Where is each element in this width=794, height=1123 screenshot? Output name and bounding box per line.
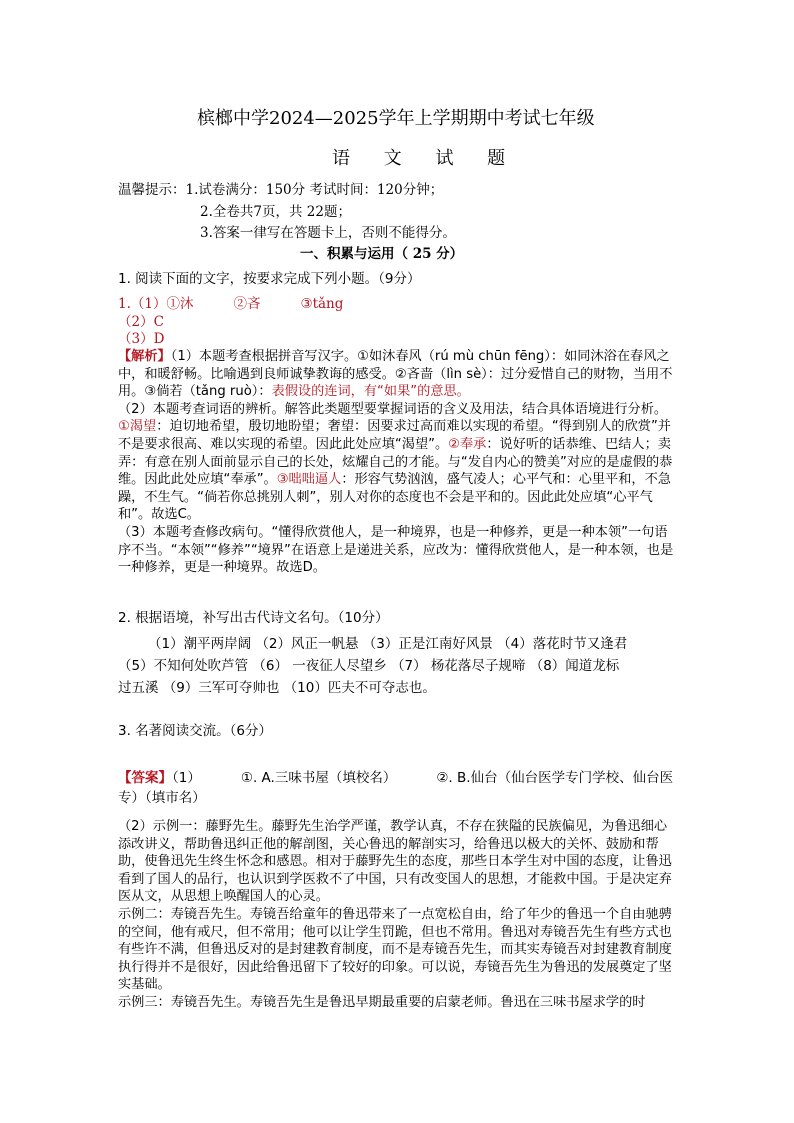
tips-label: 温馨提示： <box>118 182 186 198</box>
q1-ans-3: ③tǎng <box>300 296 344 312</box>
section-heading: 一、积累与运用（ 25 分） <box>300 246 464 262</box>
tips-item-2: 2.全卷共7页，共 22题； <box>200 204 351 220</box>
q1-ans-prefix: 1.（1）①沐 <box>118 296 194 312</box>
tips-item-1: 1.试卷满分：150分 考试时间：120分钟； <box>185 182 444 198</box>
q1-analysis-part3: （3）本题考查修改病句。“懂得欣赏他人，是一种境界，也是一种修养，更是一种本领”一句语序不当。“本领”“修养”“境界”在语意上是递进关系，应改为：懂得欣赏他人，是一种本领，也是一种修养，更是一种境界。故选D。 <box>118 524 674 576</box>
q1-answer-2: （2）C <box>118 314 164 330</box>
q3-answer-1-cont: 专）（填市名） <box>118 790 206 806</box>
tips-item-3: 3.答案一律写在答题卡上，否则不能得分。 <box>200 225 456 241</box>
q1-analysis <box>118 348 678 577</box>
q1-answer-3: （3）D <box>118 331 165 347</box>
q1-analysis-part2: （2）本题考查词语的辨析。解答此类题型要掌握词语的含义及用法，结合具体语境进行分析。①渴望：迫切地希望，殷切地盼望；奢望：因要求过高而难以实现的希望。“得到别人的欣赏”并不是要求很高、难以实现的希望。因此此处应填“渴望”。②奉承：说好听的话恭维、巴结人；卖弄：有意在别人面前显示自己的长处，炫耀自己的才能。与“发自内心的赞美”对应的是虚假的恭维。因此此处应填“奉承”。③咄咄逼人：形容气势汹汹，盛气凌人；心平气和：心里平和，不急躁，不生气。“倘若你总挑别人刺”，别人对你的态度也不会是平和的。因此此处应填“心平气和”。故选C。 <box>118 401 673 523</box>
page-title: 槟榔中学2024—2025学年上学期期中考试七年级 <box>197 108 595 129</box>
q2-answer-line3: 过五溪 （9）三军可夺帅也 （10）匹夫不可夺志也。 <box>118 680 436 696</box>
q3-question: 3. 名著阅读交流。（6分） <box>118 723 273 739</box>
q3-answer-1: 【答案】（1） ①. A.三味书屋（填校名） ②. B.仙台（仙台医学专门学校、仙台医 <box>118 770 674 786</box>
q3-example-3: 示例三：寿镜吾先生。寿镜吾先生是鲁迅早期最重要的启蒙老师。鲁迅在三味书屋求学的时 <box>118 994 646 1010</box>
q3-examples <box>118 818 678 1012</box>
q3-example-1: （2）示例一：藤野先生。藤野先生治学严谨，教学认真，不存在狭隘的民族偏见，为鲁迅细心添改讲义，帮助鲁迅纠正他的解剖图，关心鲁迅的解剖实习，给鲁迅以极大的关怀、鼓励和帮助，使鲁迅先生终生怀念和感恩。相对于藤野先生的态度，那些日本学生对中国的态度，让鲁迅看到了国人的品行，也认识到学医救不了中国，只有改变国人的思想，才能救中国。于是决定弃医从文，从思想上唤醒国人的心灵。 <box>118 819 672 905</box>
q1-answer-1 <box>118 295 343 313</box>
q2-question: 2. 根据语境，补写出古代诗文名句。（10分） <box>118 610 389 626</box>
q3-example-2: 示例二：寿镜吾先生。寿镜吾给童年的鲁迅带来了一点宽松自由，给了年少的鲁迅一个自由驰骋的空间，他有戒尺，但不常用；他可以让学生罚跪，但也不常用。鲁迅对寿镜吾先生有些方式也有些许不满，但鲁迅反对的是封建教育制度，而不是寿镜吾先生，而其实寿镜吾对封建教育制度执行得并不是很好，因此给鲁迅留下了较好的印象。可以说，寿镜吾先生为鲁迅的发展奠定了坚实基础。 <box>118 906 672 993</box>
q2-answer-line2: （5）不知何处吹芦管 （6） 一夜征人尽望乡 （7） 杨花落尽子规啼 （8）闻道龙标 <box>118 658 620 674</box>
tips-first-line <box>118 181 443 199</box>
q2-answer-line1: （1）潮平两岸阔 （2）风正一帆悬 （3）正是江南好风景 （4）落花时节又逢君 <box>148 636 628 652</box>
q1-ans-2: ②吝 <box>233 296 261 312</box>
q1-question: 1. 阅读下面的文字，按要求完成下列小题。（9分） <box>118 271 421 287</box>
answer-label: 【答案】 <box>118 770 172 786</box>
page-subtitle: 语 文 试 题 <box>332 148 520 169</box>
analysis-label: 【解析】 <box>118 349 171 364</box>
q1-analysis-part1: 【解析】（1）本题考查根据拼音写汉字。①如沐春风（rú mù chūn fēng）：如同沐浴在春风之中，和暖舒畅。比喻遇到良师诚挚教诲的感受。②吝啬（lìn sè）：过分爱惜自己的财物，当用不用。③倘若（tǎng ruò）：表假设的连词，有“如果”的意思。 <box>118 349 673 400</box>
